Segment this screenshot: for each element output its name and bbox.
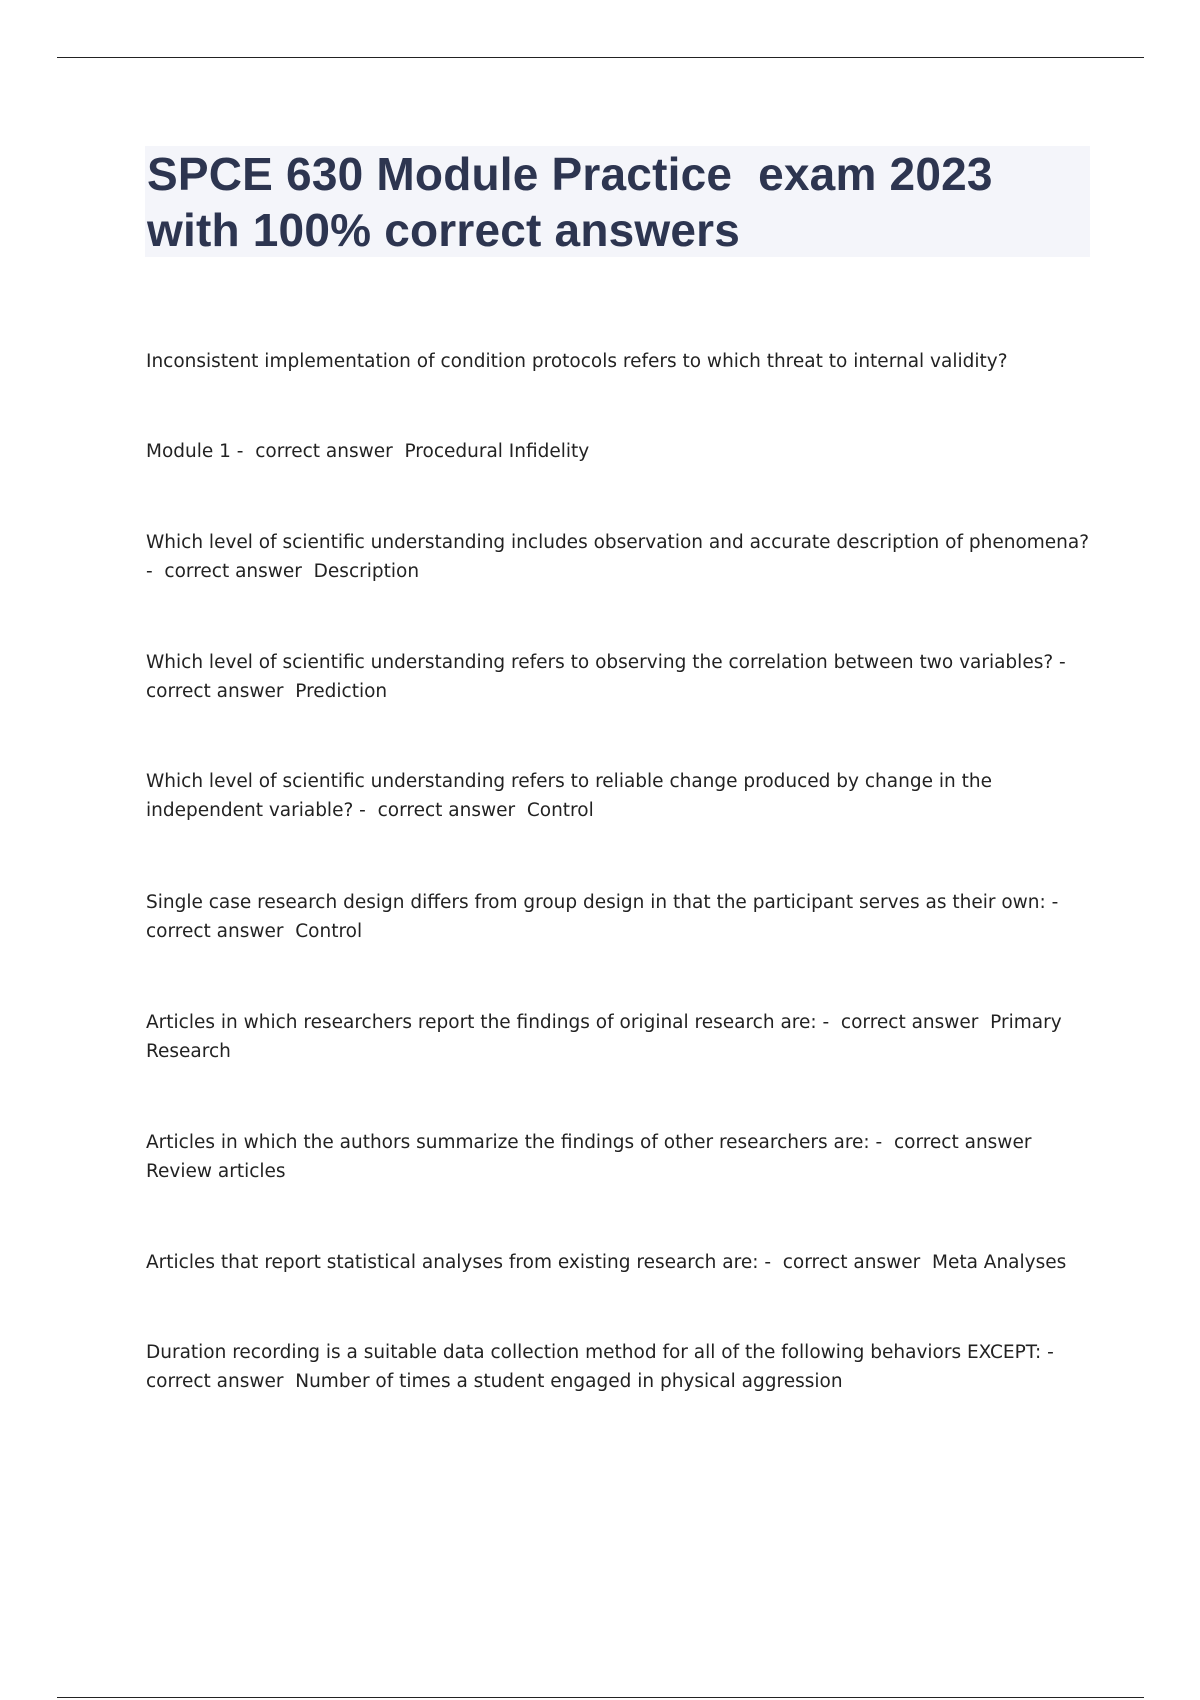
- qa-item-5: Which level of scientific understanding refers to reliable change produced by change in the independent variable? - correct answer Control: [146, 771, 998, 821]
- qa-item-7: Articles in which researchers report the findings of original research are: - correct answer Primary Research: [146, 1012, 1068, 1062]
- bottom-rule: [57, 1697, 1144, 1698]
- document-title: SPCE 630 Module Practice exam 2023 with 100% correct answers: [147, 148, 1006, 256]
- top-rule: [57, 57, 1144, 58]
- title-banner: [145, 146, 1090, 257]
- qa-item-8: Articles in which the authors summarize the findings of other researchers are: - correct answer Review articles: [146, 1132, 1044, 1182]
- qa-item-9: Articles that report statistical analyses from existing research are: - correct answer Meta Analyses: [146, 1252, 1067, 1273]
- qa-item-3: Which level of scientific understanding includes observation and accurate description of phenomena? - correct answer Description: [146, 532, 1095, 582]
- qa-item-2: Module 1 - correct answer Procedural Infidelity: [146, 441, 590, 462]
- qa-item-10: Duration recording is a suitable data collection method for all of the following behaviors EXCEPT: - correct answer Number of times a student engaged in physical aggression: [146, 1342, 1066, 1392]
- qa-item-4: Which level of scientific understanding refers to observing the correlation between two variables? - correct answer Prediction: [146, 652, 1078, 702]
- qa-item-6: Single case research design differs from group design in that the participant serves as their own: - correct answer Control: [146, 892, 1071, 942]
- qa-item-1: Inconsistent implementation of condition protocols refers to which threat to internal validity?: [146, 351, 1008, 372]
